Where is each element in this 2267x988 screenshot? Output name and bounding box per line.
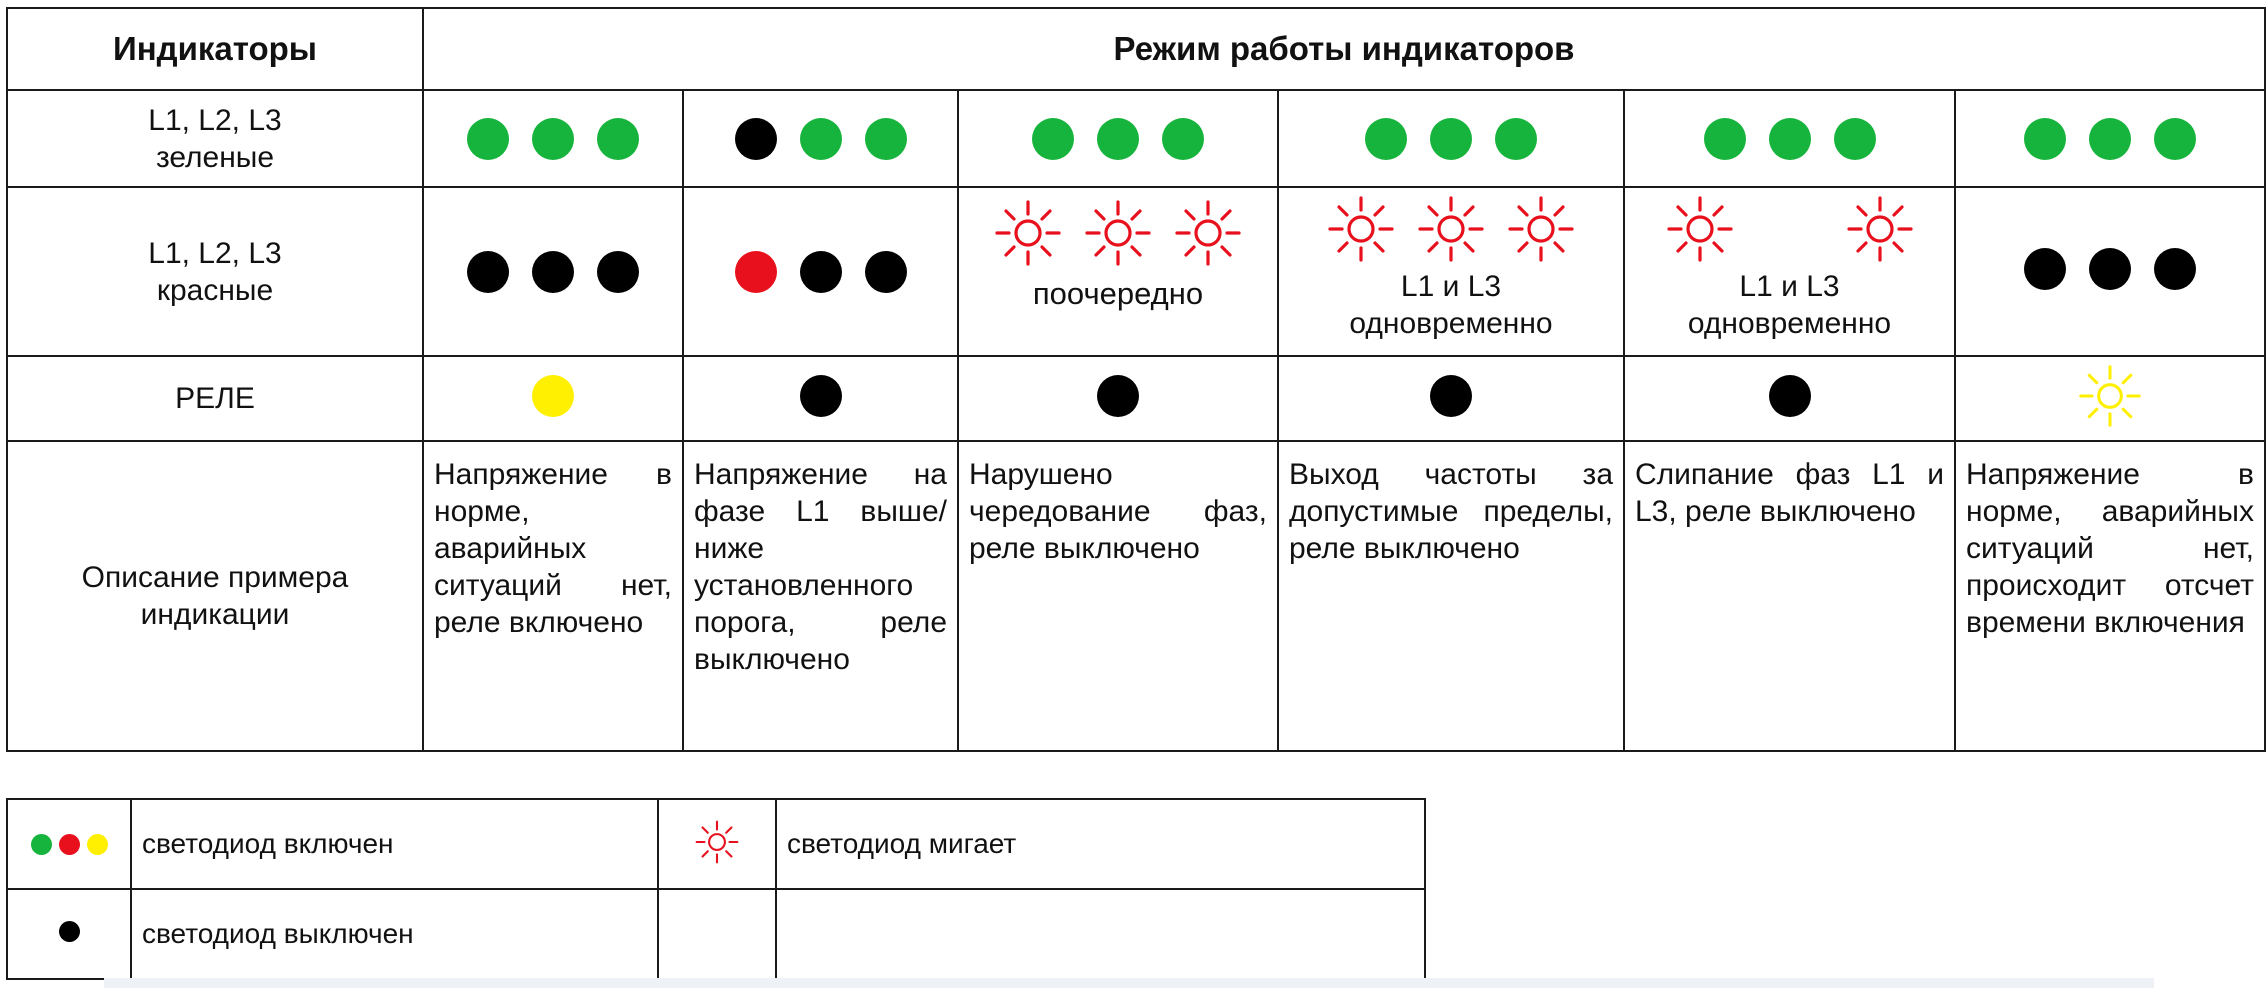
red-blink-icon	[1173, 198, 1243, 268]
red-note-alternately: поочередно	[1032, 276, 1204, 311]
legend-black-dot	[59, 921, 80, 942]
description-2: Напряжение на фазе L1 выше/ ниже установленного порога, реле выключено	[683, 441, 958, 751]
yellow-blink-icon	[2077, 363, 2143, 429]
legend-yellow-dot	[87, 834, 108, 855]
green-led-on	[800, 118, 842, 160]
legend-blink-text: светодиод мигает	[776, 799, 1425, 889]
legend-off-icon-cell	[7, 889, 131, 979]
legend-green-dot	[31, 834, 52, 855]
green-led-on	[1430, 118, 1472, 160]
relay-led-off	[800, 375, 842, 417]
row-label-desc-line1: Описание примера	[81, 561, 349, 594]
green-led-on	[1704, 118, 1746, 160]
row-label-desc-line2: индикации	[140, 598, 290, 631]
header-indicators: Индикаторы	[7, 8, 423, 90]
legend-blink-icon-cell	[658, 799, 776, 889]
row-label-red-line2: красные	[156, 273, 274, 307]
red-blink-icon	[1083, 198, 1153, 268]
led-off	[735, 118, 777, 160]
red-blink-icon	[1845, 194, 1915, 264]
red-blink-icon	[1416, 194, 1486, 264]
row-label-green-line2: зеленые	[155, 140, 275, 174]
description-1: Напряжение в норме, аварийных ситуаций нет, реле включено	[423, 441, 683, 751]
green-led-on	[2089, 118, 2131, 160]
relay-cell-1	[423, 356, 683, 441]
red-cell-4	[1278, 187, 1624, 356]
red-blink-icon	[993, 198, 1063, 268]
row-label-green-line1: L1, L2, L3	[148, 103, 282, 137]
red-cell-5	[1624, 187, 1955, 356]
red-note-simultaneous: одновременно	[1687, 307, 1892, 340]
legend-off-text: светодиод выключен	[131, 889, 658, 979]
legend-empty-cell	[776, 889, 1425, 979]
description-6: Напряжение в норме, аварийных ситуаций нет, происходит отсчет времени включения	[1955, 441, 2265, 751]
green-led-on	[865, 118, 907, 160]
red-blink-icon	[1506, 194, 1576, 264]
led-off	[2089, 248, 2131, 290]
indicator-table	[6, 7, 2266, 752]
legend-empty-cell	[658, 889, 776, 979]
red-blink-icon	[694, 819, 740, 865]
led-off	[467, 251, 509, 293]
relay-led-off	[1769, 375, 1811, 417]
green-cell-5	[1624, 90, 1955, 187]
led-off	[800, 251, 842, 293]
footer-strip	[104, 978, 2154, 988]
green-cell-6	[1955, 90, 2265, 187]
red-blink-icon	[1326, 194, 1396, 264]
led-off	[2154, 248, 2196, 290]
green-cell-3	[958, 90, 1278, 187]
description-4: Выход частоты за допустимые пределы, реле выключено	[1278, 441, 1624, 751]
red-note-simultaneous: одновременно	[1349, 307, 1553, 340]
description-5: Слипание фаз L1 и L3, реле выключено	[1624, 441, 1955, 751]
green-cell-1	[423, 90, 683, 187]
header-mode: Режим работы индикаторов	[423, 8, 2265, 90]
green-led-on	[467, 118, 509, 160]
relay-cell-6	[1955, 356, 2265, 441]
legend-on-text: светодиод включен	[131, 799, 658, 889]
red-note-l1l3: L1 и L3	[1739, 270, 1840, 303]
green-led-on	[597, 118, 639, 160]
green-led-on	[1365, 118, 1407, 160]
green-led-on	[1032, 118, 1074, 160]
row-label-green	[7, 90, 423, 187]
description-3: Нарушено чередование фаз, реле выключено	[958, 441, 1278, 751]
led-off	[865, 251, 907, 293]
led-off	[2024, 248, 2066, 290]
row-label-red-line1: L1, L2, L3	[148, 236, 282, 270]
red-note-l1l3: L1 и L3	[1400, 270, 1502, 303]
green-led-on	[1495, 118, 1537, 160]
green-led-on	[1097, 118, 1139, 160]
legend-table	[6, 798, 1426, 980]
relay-cell-2	[683, 356, 958, 441]
green-led-on	[2154, 118, 2196, 160]
row-label-relay: РЕЛЕ	[7, 356, 423, 441]
legend-red-dot	[59, 834, 80, 855]
green-led-on	[1162, 118, 1204, 160]
green-cell-4	[1278, 90, 1624, 187]
red-cell-1	[423, 187, 683, 356]
relay-cell-4	[1278, 356, 1624, 441]
red-blink-icon	[1665, 194, 1735, 264]
red-cell-3	[958, 187, 1278, 356]
red-led-on	[735, 251, 777, 293]
green-led-on	[2024, 118, 2066, 160]
red-cell-2	[683, 187, 958, 356]
green-led-on	[532, 118, 574, 160]
red-cell-6	[1955, 187, 2265, 356]
relay-cell-5	[1624, 356, 1955, 441]
relay-led-off	[1097, 375, 1139, 417]
green-cell-2	[683, 90, 958, 187]
legend-on-icons	[7, 799, 131, 889]
green-led-on	[1769, 118, 1811, 160]
green-led-on	[1834, 118, 1876, 160]
row-label-description	[7, 441, 423, 751]
row-label-red	[7, 187, 423, 356]
relay-cell-3	[958, 356, 1278, 441]
relay-led-off	[1430, 375, 1472, 417]
relay-led-on	[532, 375, 574, 417]
led-off	[532, 251, 574, 293]
led-off	[597, 251, 639, 293]
